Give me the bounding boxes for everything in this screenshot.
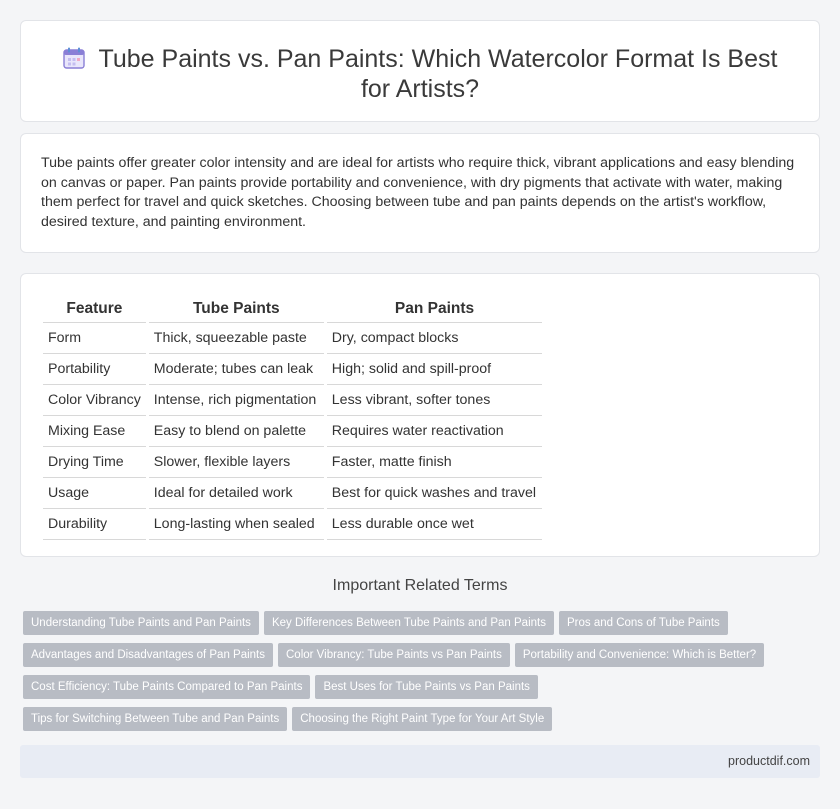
table-cell: Faster, matte finish xyxy=(325,446,542,477)
table-cell: Durability xyxy=(43,508,147,539)
header-feature: Feature xyxy=(43,296,147,322)
related-terms-title: Important Related Terms xyxy=(332,577,508,594)
related-tags-row xyxy=(23,611,733,635)
related-tag[interactable]: Key Differences Between Tube Paints and Pan Paints xyxy=(264,611,554,635)
header-card xyxy=(20,20,820,122)
table-cell: Form xyxy=(43,322,147,353)
table-cell: Less durable once wet xyxy=(325,508,542,539)
table-header-row xyxy=(43,296,542,322)
table-row xyxy=(43,353,542,384)
table-row xyxy=(43,415,542,446)
related-tag[interactable]: Understanding Tube Paints and Pan Paints xyxy=(23,611,259,635)
footer-site-link[interactable]: productdif.com xyxy=(728,754,810,768)
related-tag[interactable]: Pros and Cons of Tube Paints xyxy=(559,611,728,635)
table-cell: Intense, rich pigmentation xyxy=(147,384,325,415)
table-cell: Usage xyxy=(43,477,147,508)
comparison-card xyxy=(20,273,820,557)
summary-text: Tube paints offer greater color intensity and are ideal for artists who require thick, vibrant applications and easy blending on canvas or paper. Pan paints provide portability and convenience, with dry pigments that activate with water, making them perfect for travel and quick sketches. Choosing between tube and pan paints depends on the artist's workflow, desired texture, and painting environment. xyxy=(41,155,795,230)
table-cell: Dry, compact blocks xyxy=(325,322,542,353)
related-tag[interactable]: Choosing the Right Paint Type for Your Art Style xyxy=(292,707,552,731)
table-cell: Portability xyxy=(43,353,147,384)
table-cell: Easy to blend on palette xyxy=(147,415,325,446)
table-row xyxy=(43,477,542,508)
table-cell: Best for quick washes and travel xyxy=(325,477,542,508)
table-cell: High; solid and spill-proof xyxy=(325,353,542,384)
related-tag[interactable]: Portability and Convenience: Which is Better? xyxy=(515,643,764,667)
table-row xyxy=(43,384,542,415)
table-cell: Color Vibrancy xyxy=(43,384,147,415)
table-row xyxy=(43,508,542,539)
table-cell: Ideal for detailed work xyxy=(147,477,325,508)
comparison-table xyxy=(43,296,542,540)
related-tag[interactable]: Advantages and Disadvantages of Pan Paints xyxy=(23,643,273,667)
related-tags-row xyxy=(23,675,543,699)
table-cell: Slower, flexible layers xyxy=(147,446,325,477)
related-tag[interactable]: Color Vibrancy: Tube Paints vs Pan Paints xyxy=(278,643,510,667)
related-tag[interactable]: Best Uses for Tube Paints vs Pan Paints xyxy=(315,675,537,699)
table-cell: Thick, squeezable paste xyxy=(147,322,325,353)
related-tags-row xyxy=(23,707,557,731)
header-tube-paints: Tube Paints xyxy=(147,296,325,322)
header-pan-paints: Pan Paints xyxy=(325,296,542,322)
table-cell: Less vibrant, softer tones xyxy=(325,384,542,415)
page-title-wrap xyxy=(21,44,819,104)
calendar-icon xyxy=(63,46,85,68)
table-cell: Long-lasting when sealed xyxy=(147,508,325,539)
page-title: Tube Paints vs. Pan Paints: Which Watercolor Format Is Best for Artists? xyxy=(98,45,778,103)
footer xyxy=(20,745,820,778)
table-cell: Moderate; tubes can leak xyxy=(147,353,325,384)
summary-card xyxy=(20,133,820,253)
table-row xyxy=(43,446,542,477)
table-cell: Mixing Ease xyxy=(43,415,147,446)
related-tags-row xyxy=(23,643,769,667)
table-cell: Requires water reactivation xyxy=(325,415,542,446)
related-tag[interactable]: Tips for Switching Between Tube and Pan Paints xyxy=(23,707,287,731)
table-row xyxy=(43,322,542,353)
table-cell: Drying Time xyxy=(43,446,147,477)
related-tag[interactable]: Cost Efficiency: Tube Paints Compared to Pan Paints xyxy=(23,675,310,699)
